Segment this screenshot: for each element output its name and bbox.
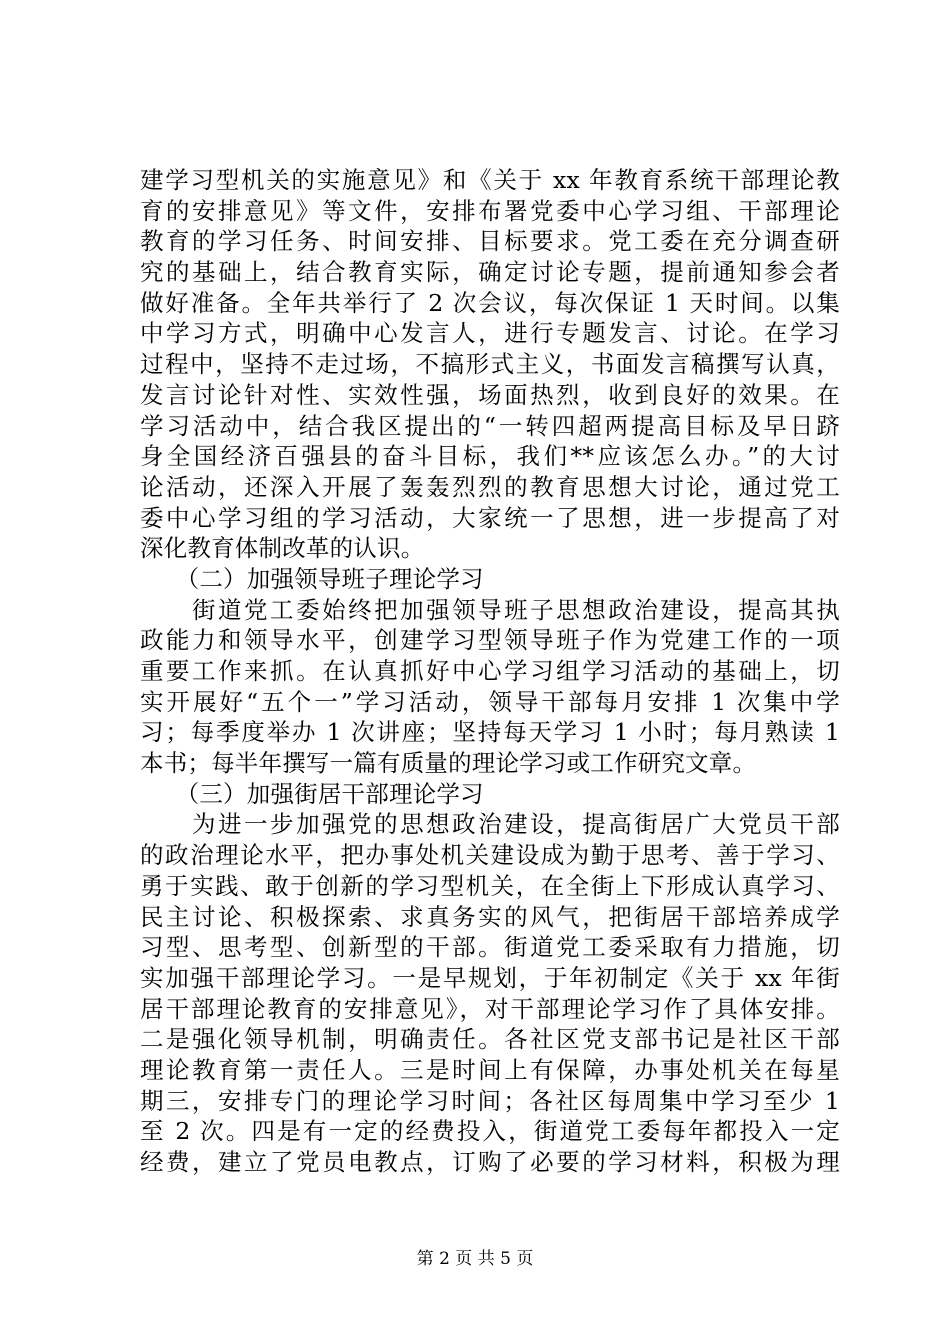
text-line: 育的安排意见》等文件，安排布署党委中心学习组、干部理论 xyxy=(140,196,840,225)
text-line: 建学习型机关的实施意见》和《关于 xx 年教育系统干部理论教 xyxy=(140,166,840,194)
text-line: 的政治理论水平，把办事处机关建设成为勤于思考、善于学习、 xyxy=(140,841,840,870)
text-line: 过程中，坚持不走过场，不搞形式主义，书面发言稿撰写认真， xyxy=(140,350,840,379)
text-line: 居干部理论教育的安排意见》，对干部理论学习作了具体安排。 xyxy=(140,994,840,1023)
text-line: 身全国经济百强县的奋斗目标，我们**应该怎么办。”的大讨 xyxy=(140,442,840,471)
text-line: （三）加强街居干部理论学习 xyxy=(140,779,484,808)
text-line: 至 2 次。四是有一定的经费投入，街道党工委每年都投入一定 xyxy=(140,1117,840,1146)
text-line: 二是强化领导机制，明确责任。各社区党支部书记是社区干部 xyxy=(140,1025,840,1054)
text-line: 论活动，还深入开展了轰轰烈烈的教育思想大讨论，通过党工 xyxy=(140,472,840,501)
text-line: 学习活动中，结合我区提出的“一转四超两提高目标及早日跻 xyxy=(140,411,840,440)
text-line: 本书；每半年撰写一篇有质量的理论学习或工作研究文章。 xyxy=(140,749,757,778)
text-line: 民主讨论、积极探索、求真务实的风气，把街居干部培养成学 xyxy=(140,902,840,931)
text-line: 教育的学习任务、时间安排、目标要求。党工委在充分调查研 xyxy=(140,227,840,256)
text-line: （二）加强领导班子理论学习 xyxy=(140,564,484,593)
text-line: 中学习方式，明确中心发言人，进行专题发言、讨论。在学习 xyxy=(140,319,840,348)
text-line: 政能力和领导水平，创建学习型领导班子作为党建工作的一项 xyxy=(140,626,840,655)
text-line: 委中心学习组的学习活动，大家统一了思想，进一步提高了对 xyxy=(140,503,840,532)
text-line: 理论教育第一责任人。三是时间上有保障，办事处机关在每星 xyxy=(140,1055,840,1084)
text-line: 经费，建立了党员电教点，订购了必要的学习材料，积极为理 xyxy=(140,1148,840,1176)
text-line: 期三，安排专门的理论学习时间；各社区每周集中学习至少 1 xyxy=(140,1086,840,1115)
text-line: 习型、思考型、创新型的干部。街道党工委采取有力措施，切 xyxy=(140,933,840,962)
text-line: 习；每季度举办 1 次讲座；坚持每天学习 1 小时；每月熟读 1 xyxy=(140,718,840,747)
document-body xyxy=(140,165,840,1178)
text-line: 做好准备。全年共举行了 2 次会议，每次保证 1 天时间。以集 xyxy=(140,288,840,317)
text-line: 重要工作来抓。在认真抓好中心学习组学习活动的基础上，切 xyxy=(140,657,840,685)
text-line: 究的基础上，结合教育实际，确定讨论专题，提前通知参会者 xyxy=(140,258,840,287)
text-line: 深化教育体制改革的认识。 xyxy=(140,534,425,563)
text-line: 发言讨论针对性、实效性强，场面热烈，收到良好的效果。在 xyxy=(140,380,840,409)
text-line: 实加强干部理论学习。一是早规划，于年初制定《关于 xx 年街 xyxy=(140,963,840,992)
text-line: 勇于实践、敢于创新的学习型机关，在全街上下形成认真学习、 xyxy=(140,871,840,900)
text-line: 街道党工委始终把加强领导班子思想政治建设，提高其执 xyxy=(140,595,840,624)
page-footer: 第 2 页 共 5 页 xyxy=(416,1249,534,1269)
text-line: 为进一步加强党的思想政治建设，提高街居广大党员干部 xyxy=(140,810,840,839)
text-line: 实开展好“五个一”学习活动，领导干部每月安排 1 次集中学 xyxy=(140,687,840,716)
